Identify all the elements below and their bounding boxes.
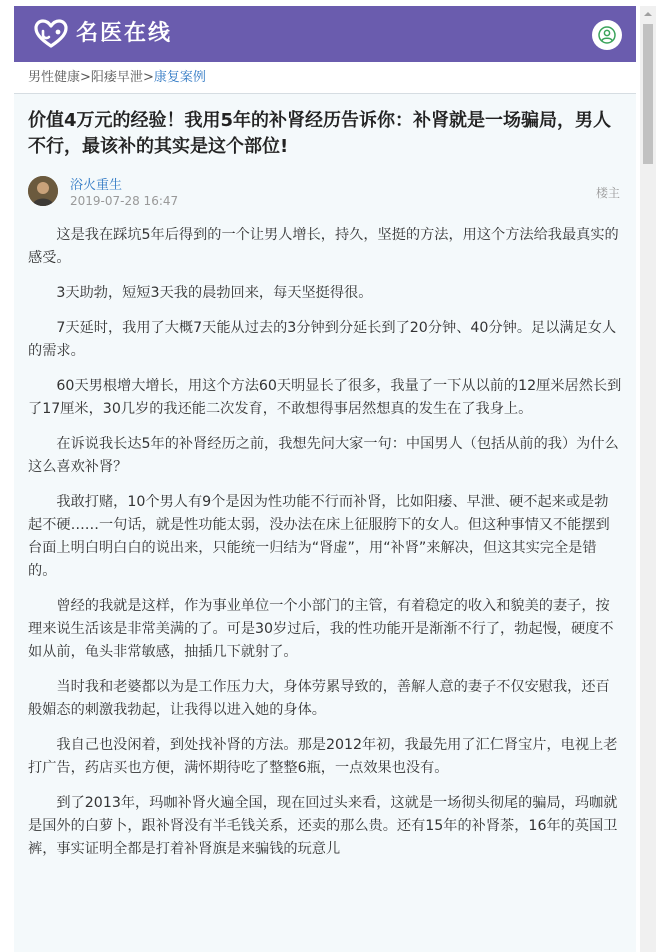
avatar-image xyxy=(28,176,58,206)
site-name[interactable]: 名医在线 xyxy=(76,21,173,46)
paragraph: 3天助勃，短短3天我的晨勃回来，每天坚挺得很。 xyxy=(56,285,373,301)
paragraph: 当时我和老婆都以为是工作压力大，身体劳累导致的，善解人意的妻子不仅安慰我，还百般媚态的刺激我勃起，让我得以进入她的身体。 xyxy=(28,679,610,718)
paragraph: 在诉说我长达5年的补肾经历之前，我想先问大家一句：中国男人（包括从前的我）为什么这么喜欢补肾？ xyxy=(28,436,619,475)
breadcrumb-item-ed-pe[interactable]: 阳痿早泄 xyxy=(90,70,143,85)
article-title: 价值4万元的经验！我用5年的补肾经历告诉你：补肾就是一场骗局，男人不行，最该补的其实是这个部位! xyxy=(28,110,612,157)
breadcrumb xyxy=(14,62,636,94)
paragraph: 到了2013年，玛咖补肾火遍全国，现在回过头来看，这就是一场彻头彻尾的骗局，玛咖就是国外的白萝卜，跟补肾没有半毛钱关系，还卖的那么贵。还有15年的补肾茶，16年的英国卫裤，事实证明全都是打着补肾旗是来骗钱的玩意儿 xyxy=(28,795,618,857)
paragraph: 60天男根增大增长，用这个方法60天明显长了很多，我量了一下从以前的12厘米居然长到了17厘米，30几岁的我还能二次发育，不敢想得事居然想真的发生在了我身上。 xyxy=(28,378,622,417)
paragraph: 7天延时，我用了大概7天能从过去的3分钟到分延长到了20分钟、40分钟。足以满足女人的需求。 xyxy=(28,320,617,359)
breadcrumb-item-mens-health[interactable]: 男性健康 xyxy=(28,70,81,85)
user-button[interactable] xyxy=(592,20,622,50)
author-avatar[interactable] xyxy=(28,176,58,206)
article-content xyxy=(28,224,622,873)
paragraph: 曾经的我就是这样，作为事业单位一个小部门的主管，有着稳定的收入和貌美的妻子，按理来说生活该是非常美满的了。可是30岁过后，我的性功能开是渐渐不行了，勃起慢，硬度不如从前，龟头非常敏感，抽插几下就射了。 xyxy=(28,598,614,660)
author-name[interactable]: 浴火重生 xyxy=(70,178,123,193)
paragraph: 我自己也没闲着，到处找补肾的方法。那是2012年初，我最先用了汇仁肾宝片，电视上老打广告，药店买也方便，满怀期待吃了整整6瓶，一点效果也没有。 xyxy=(28,737,618,776)
site-header xyxy=(14,6,636,62)
scroll-up-arrow-icon[interactable] xyxy=(640,6,656,22)
breadcrumb-item-recovery-cases[interactable]: 康复案例 xyxy=(153,70,206,85)
paragraph: 我敢打赌，10个男人有9个是因为性功能不行而补肾，比如阳痿、早泄、硬不起来或是勃起不硬……一句话，就是性功能太弱，没办法在床上征服胯下的女人。但这种事情又不能摆到台面上明白明白白的说出来，只能统一归结为“肾虚”，用“补肾”来解决，但这其实完全是错的。 xyxy=(28,494,610,579)
floor-label: 楼主 xyxy=(596,186,621,200)
post-time: 2019-07-28 16:47 xyxy=(70,194,179,208)
vertical-scrollbar[interactable] xyxy=(640,6,656,952)
paragraph: 这是我在踩坑5年后得到的一个让男人增长，持久，坚挺的方法，用这个方法给我最真实的感受。 xyxy=(28,227,619,266)
breadcrumb-separator: > xyxy=(80,70,91,85)
scrollbar-thumb[interactable] xyxy=(643,24,653,164)
breadcrumb-separator: > xyxy=(142,70,154,85)
page-frame xyxy=(14,6,636,952)
heart-stethoscope-icon[interactable] xyxy=(34,19,68,49)
user-icon xyxy=(598,26,616,44)
